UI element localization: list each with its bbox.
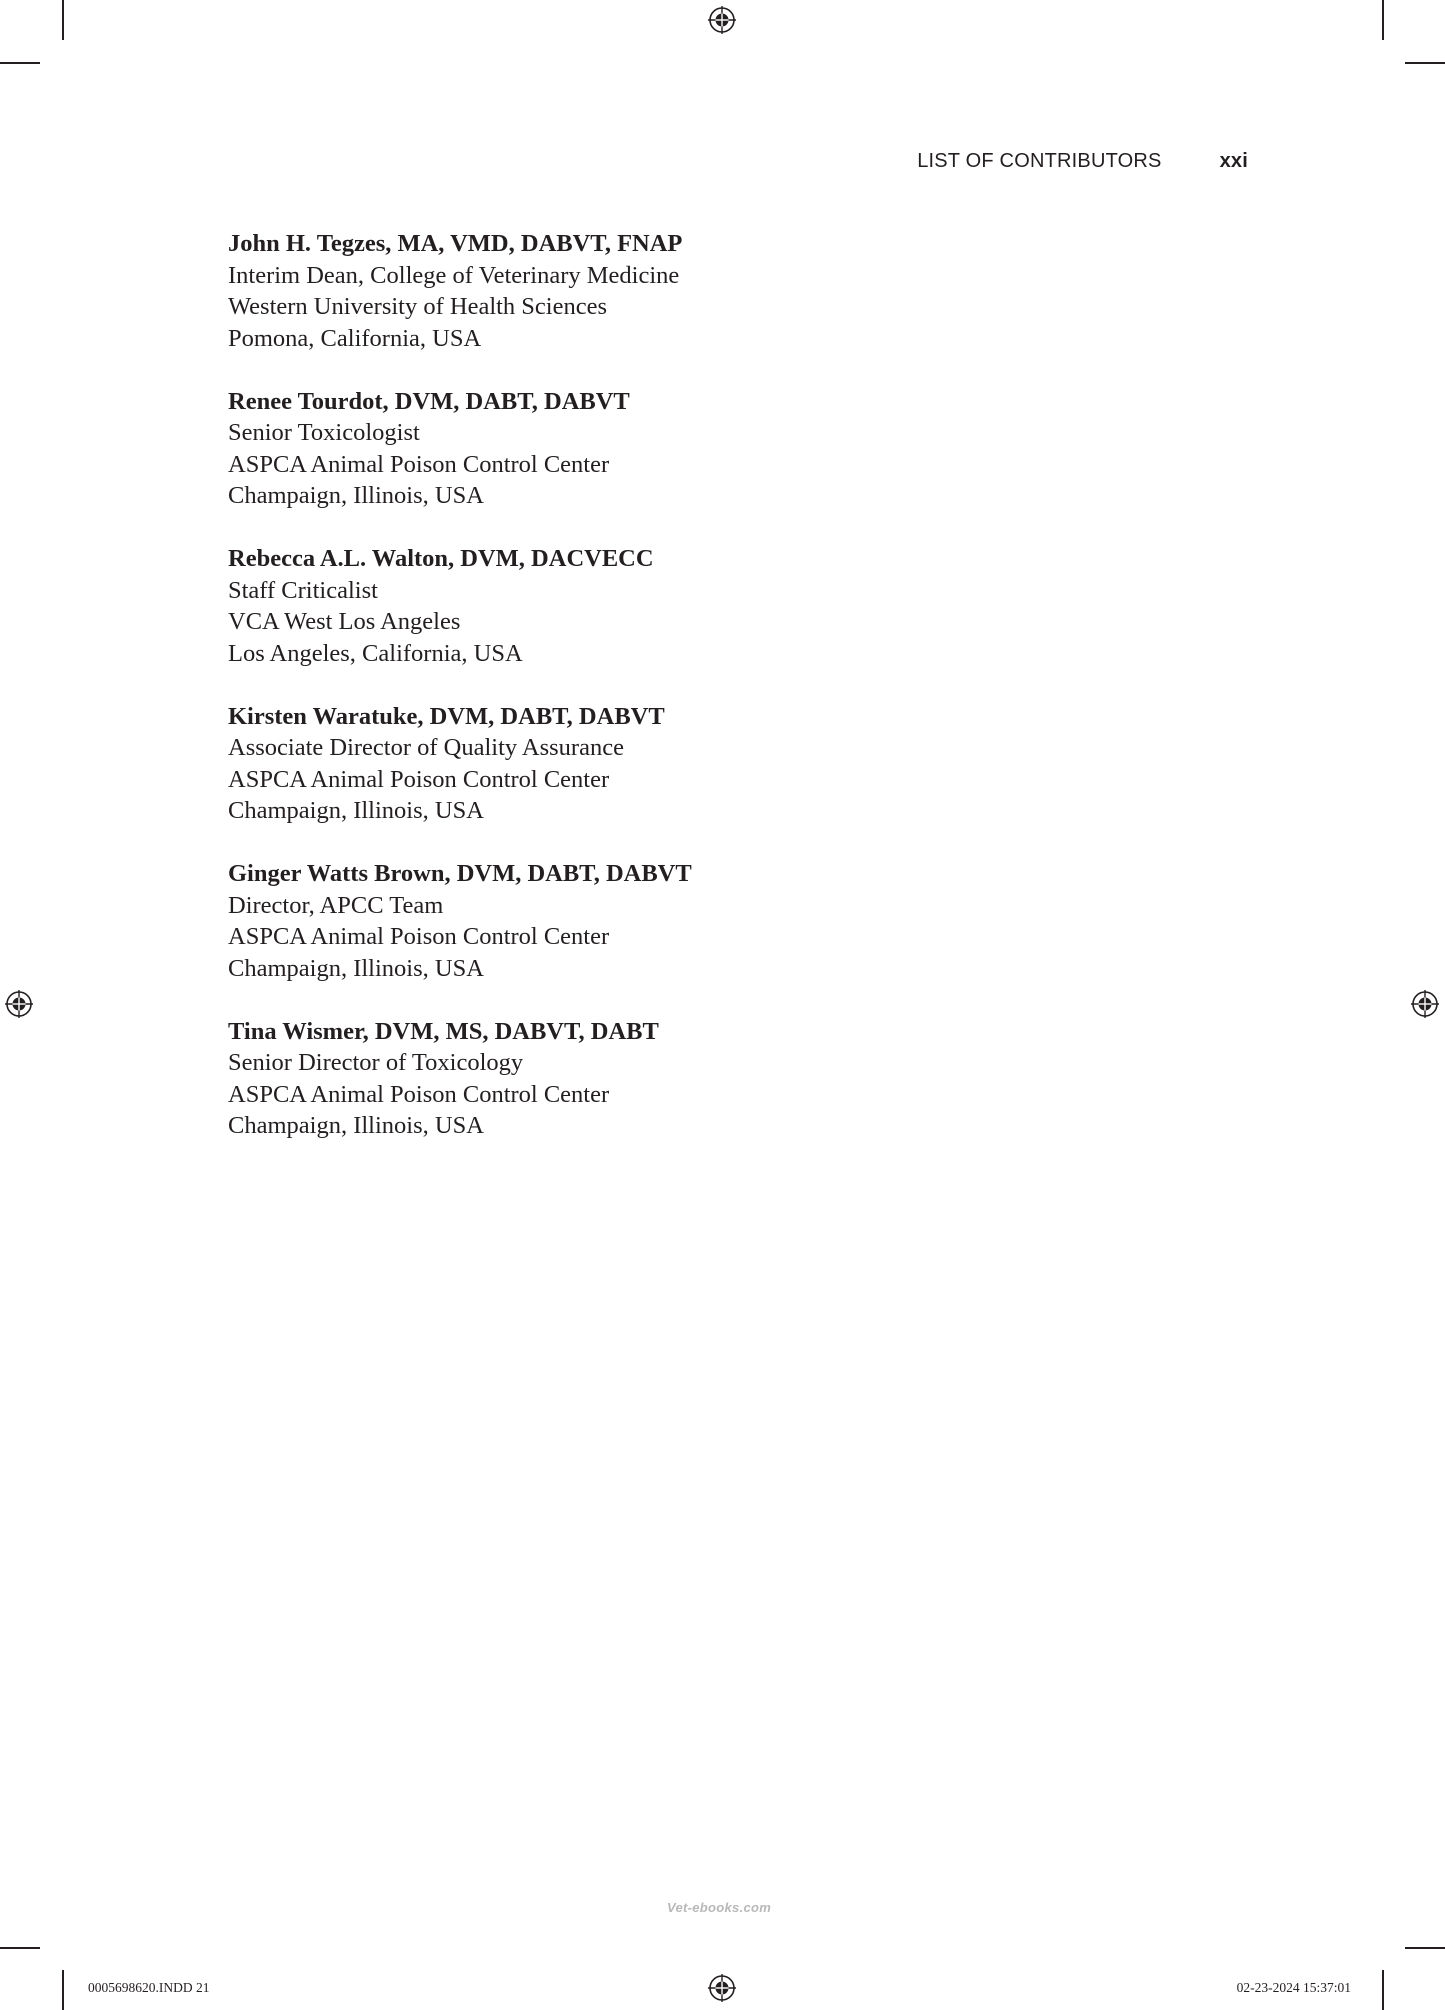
crop-mark-top-right-horizontal: [1405, 62, 1445, 64]
running-head-title: LIST OF CONTRIBUTORS: [917, 150, 1162, 172]
registration-mark-icon: [708, 1974, 736, 2002]
contributor-affiliation-line: Champaign, Illinois, USA: [228, 797, 484, 824]
contributor-affiliation-line: VCA West Los Angeles: [228, 608, 461, 635]
contributor-affiliation-line: Champaign, Illinois, USA: [228, 482, 484, 509]
contributor-entry: [228, 701, 988, 827]
crop-mark-bottom-right-vertical: [1382, 1970, 1384, 2010]
contributor-affiliation-line: ASPCA Animal Poison Control Center: [228, 765, 610, 793]
contributor-entry: [228, 228, 988, 354]
crop-mark-bottom-right-horizontal: [1405, 1947, 1445, 1949]
contributor-affiliation-line: Staff Criticalist: [228, 576, 378, 604]
crop-mark-top-left-horizontal: [0, 62, 40, 64]
crop-mark-bottom-left-horizontal: [0, 1947, 40, 1949]
contributor-affiliation-line: Pomona, California, USA: [228, 324, 482, 352]
registration-mark-icon: [708, 6, 736, 34]
slug-file: 0005698620.INDD 21: [88, 1980, 210, 1995]
contributor-affiliation-line: Western University of Health Sciences: [228, 293, 608, 320]
contributor-affiliation-line: Associate Director of Quality Assurance: [228, 734, 624, 761]
contributor-name: John H. Tegzes, MA, VMD, DABVT, FNAP: [228, 230, 683, 257]
contributor-affiliation-line: Los Angeles, California, USA: [228, 639, 523, 667]
contributor-entry: [228, 386, 988, 512]
contributor-name: Tina Wismer, DVM, MS, DABVT, DABT: [228, 1017, 659, 1045]
contributor-affiliation-line: ASPCA Animal Poison Control Center: [228, 923, 610, 950]
registration-mark-icon: [5, 990, 33, 1018]
crop-mark-bottom-left-vertical: [62, 1970, 64, 2010]
contributor-affiliation-line: Champaign, Illinois, USA: [228, 954, 484, 982]
running-head: [0, 150, 1248, 173]
slug-datetime: 02-23-2024 15:37:01: [1236, 1980, 1351, 1995]
contributor-name: Renee Tourdot, DVM, DABT, DABVT: [228, 387, 630, 415]
contributor-affiliation-line: ASPCA Animal Poison Control Center: [228, 1080, 610, 1108]
contributor-affiliation-line: Champaign, Illinois, USA: [228, 1112, 484, 1139]
contributor-affiliation-line: Senior Toxicologist: [228, 419, 420, 446]
contributor-affiliation-line: ASPCA Animal Poison Control Center: [228, 450, 610, 478]
contributor-name: Kirsten Waratuke, DVM, DABT, DABVT: [228, 702, 665, 730]
contributor-name: Rebecca A.L. Walton, DVM, DACVECC: [228, 545, 654, 572]
crop-mark-top-left-vertical: [62, 0, 64, 40]
contributor-entry: [228, 1016, 988, 1142]
contributor-affiliation-line: Director, APCC Team: [228, 891, 444, 919]
contributor-affiliation-line: Senior Director of Toxicology: [228, 1049, 524, 1076]
contributor-list: [228, 228, 988, 1173]
contributor-entry: [228, 858, 988, 984]
crop-mark-top-right-vertical: [1382, 0, 1384, 40]
contributor-entry: [228, 543, 988, 669]
watermark-logo: Vet-ebooks.com: [667, 1900, 772, 1915]
contributor-affiliation-line: Interim Dean, College of Veterinary Medicine: [228, 261, 680, 289]
registration-mark-icon: [1411, 990, 1439, 1018]
contributor-name: Ginger Watts Brown, DVM, DABT, DABVT: [228, 860, 692, 887]
page-number: xxi: [1219, 150, 1248, 172]
